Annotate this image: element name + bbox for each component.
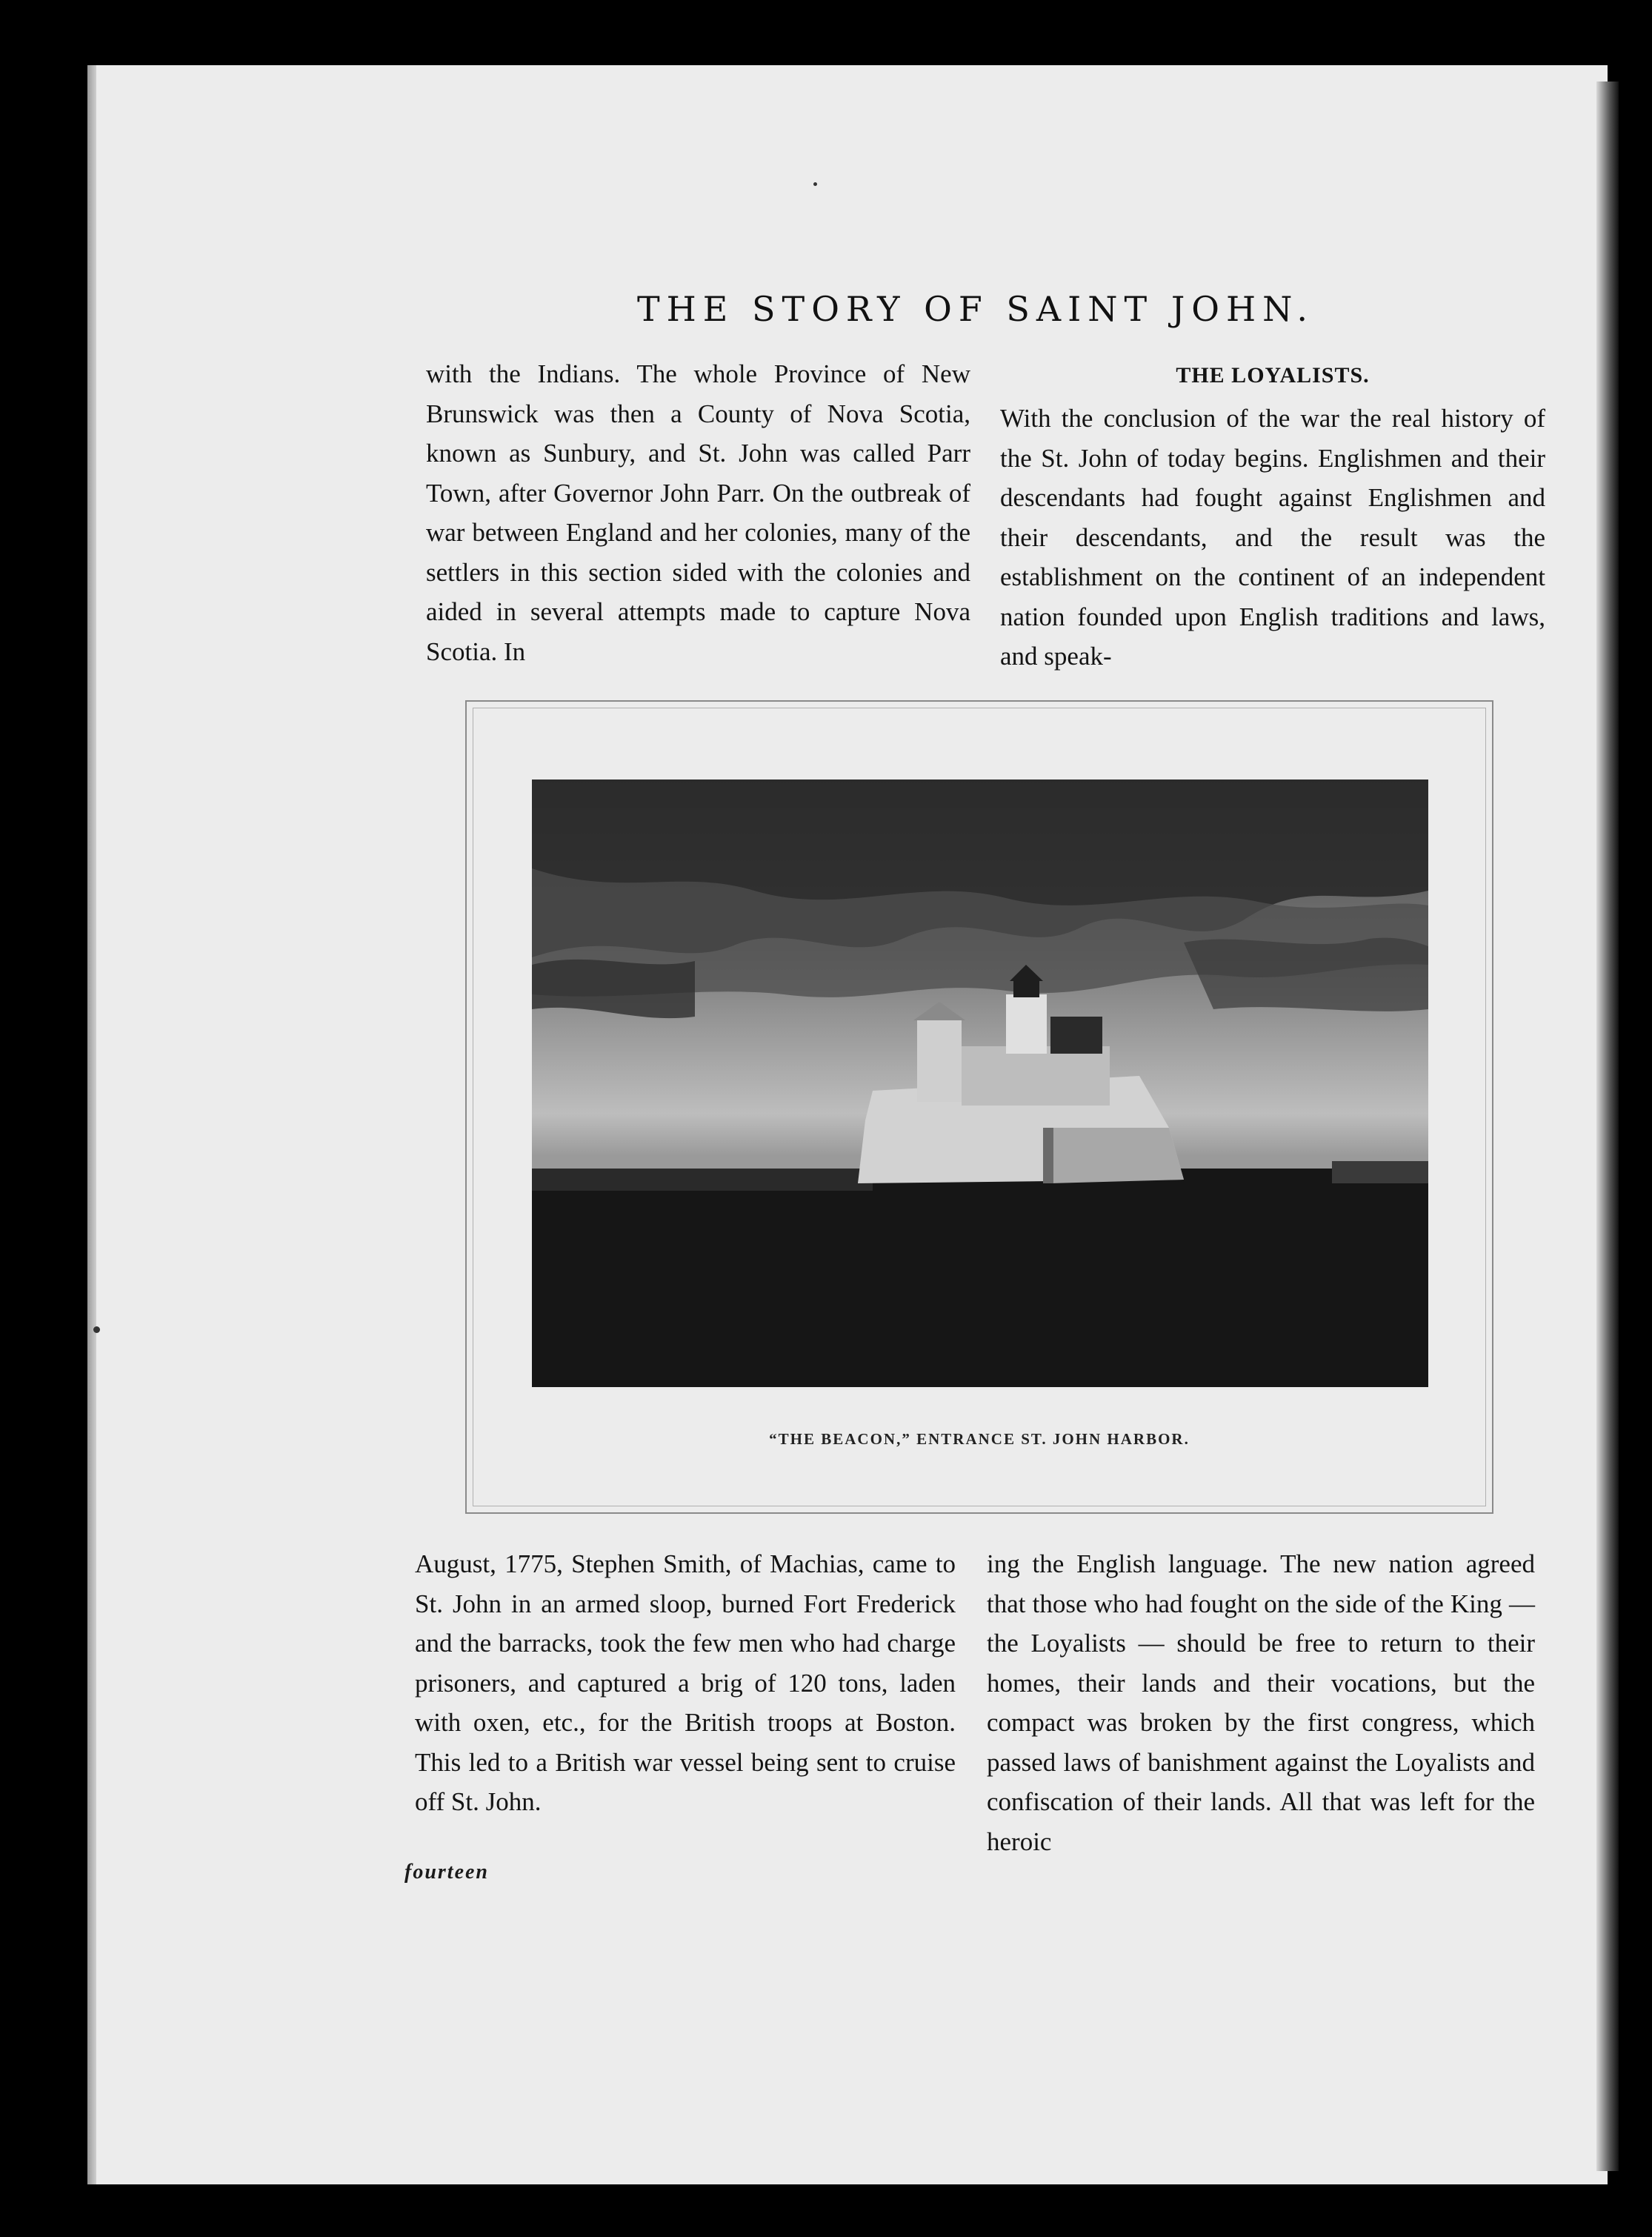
distant-shoreline [532, 1169, 873, 1191]
ink-speck [93, 1326, 100, 1333]
photo-caption: “THE BEACON,” ENTRANCE ST. JOHN HARBOR. [769, 1430, 1190, 1448]
beacon-house-left [917, 1020, 962, 1102]
page-number: fourteen [404, 1861, 489, 1884]
column-top-left: with the Indians. The whole Province of New Brunswick was then a County of Nova Scotia, known as Sunbury, and St. John was called Parr Town, after Governor John Parr. On the outbreak of war between England and her colonies, many of the settlers in this section sided with the colonies and aided in several attempts made to capture Nova Scotia. In [426, 359, 970, 666]
section-heading: THE LOYALISTS. [1176, 363, 1370, 388]
lighthouse-lantern [1013, 981, 1039, 997]
pier-shadow-side [1043, 1128, 1184, 1183]
beacon-photo-drawing [532, 780, 1428, 1387]
harbor-water [532, 1169, 1428, 1387]
page-left-edge [87, 65, 96, 2184]
page-right-edge-shadow [1596, 82, 1619, 2171]
beacon-lighthouse-photo [532, 780, 1428, 1387]
cloud-wisp-right [1184, 938, 1428, 1011]
column-bottom-left: August, 1775, Stephen Smith, of Machias, came to St. John in an armed sloop, burned Fort Frederick and the barracks, took the few men who had charge prisoners, and captured a brig of 120 tons, laden with oxen, etc., for the British troops at Boston. This led to a British war vessel being sent to cruise off St. John. [415, 1549, 956, 1816]
ink-speck [813, 182, 817, 186]
beacon-house-main [962, 1046, 1110, 1106]
distant-building-right [1332, 1161, 1428, 1183]
pier-stair [1043, 1128, 1053, 1183]
beacon-outbuilding [1050, 1017, 1102, 1054]
lighthouse-tower [1006, 994, 1047, 1054]
running-head: THE STORY OF SAINT JOHN. [637, 289, 1315, 329]
column-bottom-right: ing the English language. The new nation agreed that those who had fought on the side of the King — the Loyalists — should be free to return to their homes, their lands and their vocations, but the compact was broken by the first congress, which passed laws of banishment against the Loyalists and confiscation of their lands. All that was left for the heroic [987, 1549, 1535, 1856]
column-top-right: With the conclusion of the war the real history of the St. John of today begins. Englishmen and their descendants had fought against Englishmen and their descendants, and the result was the establishment on the continent of an independent nation founded upon English traditions and laws, and speak- [1000, 404, 1545, 671]
